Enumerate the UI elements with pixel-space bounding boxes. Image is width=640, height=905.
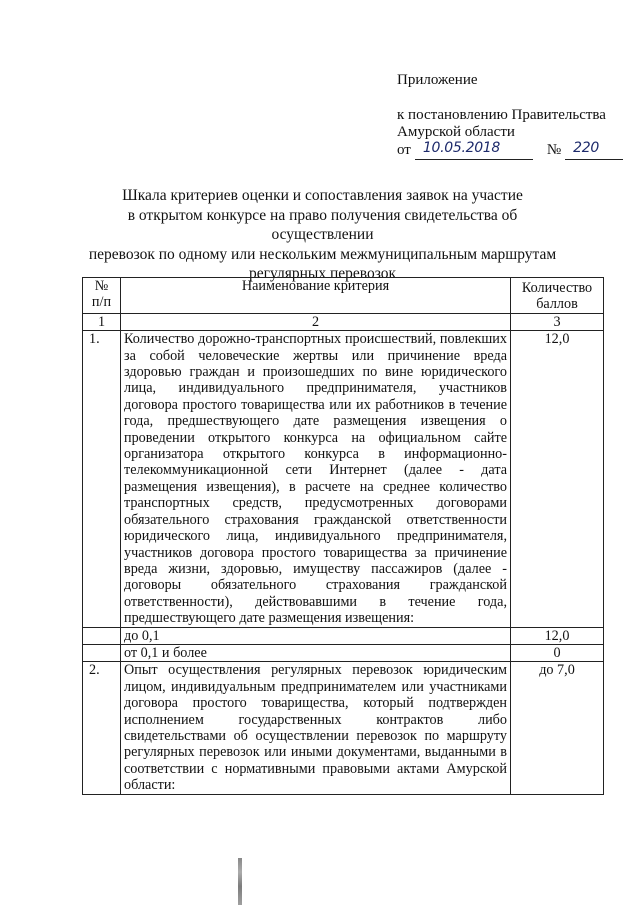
title-line-4: регулярных перевозок <box>248 265 397 282</box>
title-line-3: перевозок по одному или нескольким межмуниципальным маршрутам <box>88 245 557 263</box>
header-num-line-1: № <box>94 278 109 294</box>
date-field <box>415 142 533 160</box>
criteria-table <box>82 277 604 795</box>
header-name: Наименование критерия <box>121 278 511 314</box>
appendix-line-2: Амурской области <box>397 124 515 140</box>
table-row <box>83 662 604 794</box>
column-number: 1 <box>83 313 121 330</box>
column-number: 3 <box>511 313 604 330</box>
row-number: 2. <box>83 662 121 794</box>
title-line-1: Шкала критериев оценки и сопоставления заявок на участие <box>122 187 523 204</box>
number-field <box>565 142 623 160</box>
table-row <box>83 627 604 644</box>
appendix-block <box>397 72 632 160</box>
handwritten-number: 220 <box>573 140 599 156</box>
table-header-row <box>83 278 604 314</box>
row-number <box>83 627 121 644</box>
column-number-row <box>83 313 604 330</box>
date-prefix: от <box>397 142 411 158</box>
binding-mark <box>238 858 242 905</box>
criterion-points: до 7,0 <box>511 662 604 794</box>
criterion-text: Количество дорожно-транспортных происшествий, повлекших за собой человеческие жертвы или причинение вреда здоровью граждан и произошедших по вине юридического лица, индивидуального предпринимателя, участников договора простого товарищества или их работников в течение года, предшествующего дате размещения извещения о проведении открытого конкурса на официальном сайте организатора открытого конкурса в информационно-телекоммуникационной сети Интернет (далее - дата размещения извещения), в расчете на среднее количество транспортных средств, предусмотренных договорами обязательного страхования гражданской ответственности юридического лица, индивидуального предпринимателя, участников договора простого товарищества за причинение вреда жизни, здоровью, имуществу пассажиров (далее - договоры обязательного страхования гражданской ответственности), действовавшими в течение года, предшествующего дате размещения извещения: <box>121 331 511 627</box>
table-row <box>83 644 604 661</box>
row-number: 1. <box>83 331 121 627</box>
appendix-date-number-line <box>397 142 632 160</box>
title-line-2: в открытом конкурсе на право получения свидетельства об осуществлении <box>127 206 518 243</box>
header-points-line-2: баллов <box>536 296 578 313</box>
appendix-heading: Приложение <box>397 72 478 88</box>
criterion-text: до 0,1 <box>121 627 511 644</box>
header-points <box>511 278 604 314</box>
document-title <box>80 186 565 284</box>
table-row <box>83 331 604 627</box>
criterion-text: Опыт осуществления регулярных перевозок юридическим лицом, индивидуальным предпринимателем или участниками договора простого товарищества, который подтвержден исполнением государственных контрактов либо свидетельствами об осуществлении перевозок по маршруту регулярных перевозок или иными документами, выданными в соответствии с нормативными правовыми актами Амурской области: <box>121 662 511 794</box>
row-number <box>83 644 121 661</box>
criterion-points: 0 <box>511 644 604 661</box>
handwritten-date: 10.05.2018 <box>422 140 501 156</box>
column-number: 2 <box>121 313 511 330</box>
header-num-line-2: п/п <box>91 294 112 311</box>
appendix-line-1: к постановлению Правительства <box>397 106 606 123</box>
criterion-points: 12,0 <box>511 331 604 627</box>
criterion-text: от 0,1 и более <box>121 644 511 661</box>
header-points-line-1: Количество <box>521 280 593 296</box>
number-prefix: № <box>546 142 562 158</box>
header-num <box>83 278 121 314</box>
criterion-points: 12,0 <box>511 627 604 644</box>
